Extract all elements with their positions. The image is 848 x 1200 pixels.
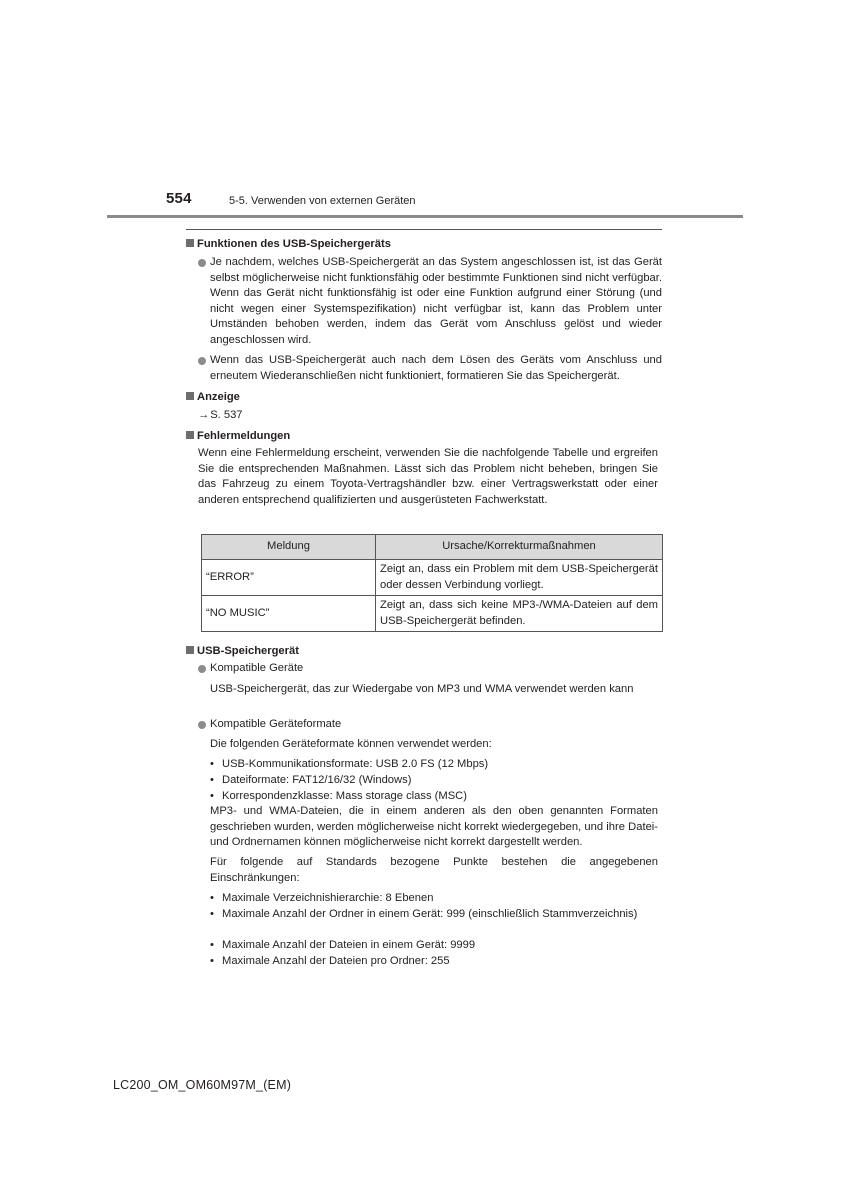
compatible-devices-text: USB-Speichergerät, das zur Wiedergabe von MP3 und WMA verwendet werden kann bbox=[210, 683, 634, 695]
footer-code: LC200_OM_OM60M97M_(EM) bbox=[113, 1078, 292, 1092]
list-bullet-icon: • bbox=[210, 939, 214, 951]
circle-bullet-icon bbox=[198, 665, 206, 673]
list-item-text: Korrespondenzklasse: Mass storage class (MSC) bbox=[222, 790, 467, 802]
list-item bbox=[210, 757, 489, 773]
table-header-cause: Ursache/Korrekturmaßnahmen bbox=[376, 535, 663, 560]
circle-bullet-icon bbox=[198, 357, 206, 365]
circle-bullet-icon bbox=[198, 259, 206, 267]
arrow-right-icon: → bbox=[198, 409, 210, 421]
circle-bullet-icon bbox=[198, 721, 206, 729]
heading-usb-device bbox=[186, 644, 299, 658]
table-header-row bbox=[202, 535, 663, 560]
header-rule bbox=[107, 215, 743, 218]
list-item bbox=[210, 773, 412, 789]
list-bullet-icon: • bbox=[210, 955, 214, 967]
list-bullet-icon: • bbox=[210, 908, 214, 920]
list-item-text: Maximale Verzeichnishierarchie: 8 Ebenen bbox=[222, 892, 434, 904]
table-row bbox=[202, 596, 663, 632]
list-bullet-icon: • bbox=[210, 774, 214, 786]
usb-functions-item-1: Je nachdem, welches USB-Speichergerät an das System angeschlossen ist, ist das Gerät selbst möglicherweise nicht funktionsfähig oder bestimmte Funktionen sind nicht verfügbar. Wenn das Gerät nicht funktionsfähig ist oder eine Funktion aufgrund einer Störung (und nicht wegen einer Systemspezifikation) nicht verfügbar ist, kann das Problem unter Umständen behoben werden, indem das Gerät vom Anschluss gelöst und wieder angeschlossen wird. bbox=[210, 256, 662, 346]
list-item-text: USB-Kommunikationsformate: USB 2.0 FS (12 Mbps) bbox=[222, 758, 489, 770]
list-item bbox=[210, 891, 434, 907]
list-bullet-icon: • bbox=[210, 892, 214, 904]
table-cell-cause: Zeigt an, dass sich keine MP3-/WMA-Dateien auf dem USB-Speichergerät befinden. bbox=[376, 596, 663, 632]
table-cell-message: “NO MUSIC” bbox=[202, 596, 376, 632]
list-bullet-icon: • bbox=[210, 758, 214, 770]
table-header-message: Meldung bbox=[202, 535, 376, 560]
list-item-text: Maximale Anzahl der Ordner in einem Gerät: 999 (einschließlich Stammverzeichnis) bbox=[222, 908, 638, 920]
section-title: 5-5. Verwenden von externen Geräten bbox=[229, 195, 416, 207]
heading-usb-functions-text: Funktionen des USB-Speichergeräts bbox=[197, 238, 391, 250]
compatible-formats-label: Kompatible Geräteformate bbox=[210, 718, 342, 730]
square-bullet-icon bbox=[186, 392, 194, 400]
square-bullet-icon bbox=[186, 239, 194, 247]
square-bullet-icon bbox=[186, 431, 194, 439]
heading-usb-functions bbox=[186, 237, 391, 251]
display-reference bbox=[198, 408, 243, 424]
list-item bbox=[210, 938, 476, 954]
list-item-text: Maximale Anzahl der Dateien in einem Gerät: 9999 bbox=[222, 939, 476, 951]
restrictions-intro: Für folgende auf Standards bezogene Punkte bestehen die angegebenen Einschränkungen: bbox=[210, 856, 658, 884]
heading-display-text: Anzeige bbox=[197, 391, 240, 403]
usb-functions-item-2: Wenn das USB-Speichergerät auch nach dem Lösen des Geräts vom Anschluss und erneutem Wiederanschließen nicht funktioniert, formatieren Sie das Speichergerät. bbox=[210, 354, 662, 382]
formats-note: MP3- und WMA-Dateien, die in einem anderen als den oben genannten Formaten geschrieben wurden, werden möglicherweise nicht korrekt wiedergegeben, und ihre Datei- und Ordnernamen können möglicherweise nicht korrekt dargestellt werden. bbox=[210, 805, 658, 849]
square-bullet-icon bbox=[186, 646, 194, 654]
list-item bbox=[210, 789, 467, 805]
heading-errors-text: Fehlermeldungen bbox=[197, 430, 291, 442]
heading-usb-device-text: USB-Speichergerät bbox=[197, 645, 299, 657]
error-table bbox=[201, 534, 663, 632]
table-cell-cause: Zeigt an, dass ein Problem mit dem USB-Speichergerät oder dessen Verbindung vorliegt. bbox=[376, 560, 663, 596]
list-item bbox=[210, 954, 450, 970]
list-item-text: Dateiformate: FAT12/16/32 (Windows) bbox=[222, 774, 412, 786]
compatible-formats-intro: Die folgenden Geräteformate können verwendet werden: bbox=[210, 738, 492, 750]
page-number: 554 bbox=[166, 190, 192, 207]
table-cell-message: “ERROR” bbox=[202, 560, 376, 596]
heading-errors bbox=[186, 429, 290, 443]
content-rule bbox=[186, 229, 662, 230]
table-row bbox=[202, 560, 663, 596]
list-item bbox=[210, 907, 658, 923]
list-item-text: Maximale Anzahl der Dateien pro Ordner: 255 bbox=[222, 955, 450, 967]
errors-intro: Wenn eine Fehlermeldung erscheint, verwenden Sie die nachfolgende Tabelle und ergreifen Sie die entsprechenden Maßnahmen. Lässt sich das Problem nicht beheben, bringen Sie das Fahrzeug zu einem Toyota-Vertragshändler bzw. einer Vertragswerkstatt oder einer anderen entsprechend qualifizierten und ausgerüsteten Fachwerkstatt. bbox=[198, 447, 658, 506]
list-bullet-icon: • bbox=[210, 790, 214, 802]
display-reference-link[interactable]: S. 537 bbox=[210, 409, 243, 421]
compatible-devices-label: Kompatible Geräte bbox=[210, 662, 304, 674]
heading-display bbox=[186, 390, 240, 404]
